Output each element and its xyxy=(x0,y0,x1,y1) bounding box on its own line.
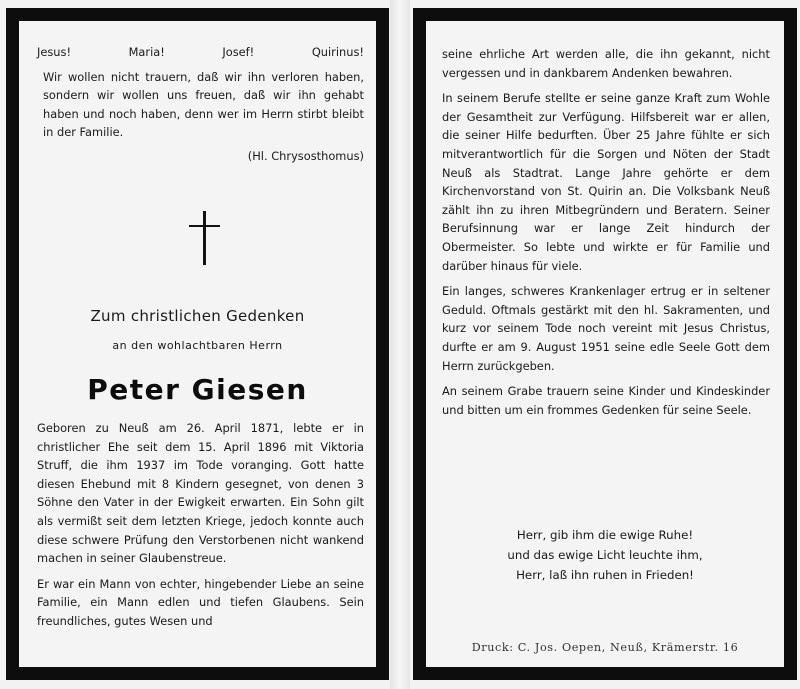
invocation-line xyxy=(37,43,364,62)
right-page xyxy=(413,8,797,680)
card-fold xyxy=(390,0,410,689)
biography xyxy=(37,419,364,638)
prayer-line-1: Herr, gib ihm die ewige Ruhe! xyxy=(516,528,694,542)
invocation-josef: Josef! xyxy=(222,45,255,59)
closing-prayer xyxy=(426,525,784,585)
right-paragraph-2: In seinem Berufe stellte er seine ganze Kraft zum Wohle der Gesamtheit zur Verfügung. Hilfsbereit war er allen, die seiner Hilfe bedurften. Über 25 Jahre fühlte er sich mitverantwortlich für die Sorgen und Nöten der Stadt Neuß als Stadtrat. Lange Jahre gehörte er dem Kirchenvorstand von St. Quirin an. Die Volksbank Neuß zählt ihn zu ihren Mitbegründern und Beratern. Seiner Berufsinnung war er lange Zeit hindurch der Obermeister. So lebte und wirkte er für Familie und darüber hinaus für viele. xyxy=(442,91,770,273)
invocation-maria: Maria! xyxy=(128,45,165,59)
invocation-quirinus: Quirinus! xyxy=(311,45,364,59)
prayer-line-2: und das ewige Licht leuchte ihm, xyxy=(507,548,703,562)
memorial-heading: Zum christlichen Gedenken xyxy=(90,307,305,325)
opening-quote: Wir wollen nicht trauern, daß wir ihn verloren haben, sondern wir wollen uns freuen, daß wir ihn gehabt haben und noch haben, denn wer im Herrn stirbt bleibt in der Familie. xyxy=(43,69,364,140)
biography-paragraph-1: Geboren zu Neuß am 26. April 1871, lebte er in christlicher Ehe seit dem 15. April 1896 mit Viktoria Struff, die ihm 1937 im Tode voranging. Gott hatte diesen Ehebund mit 8 Kindern gesegnet, von denen 3 Söhne den Vater in der Ewigkeit erwarten. Ein Sohn gilt als vermißt seit dem letzten Kriege, jedoch konnte auch diese schwere Prüfung den Verstorbenen nicht wankend machen in seiner Glaubenstreue. xyxy=(37,421,364,566)
left-page-top xyxy=(37,43,364,166)
memorial-subheading: an den wohlachtbaren Herrn xyxy=(112,339,283,352)
cross-icon xyxy=(189,211,219,265)
quote-author: (Hl. Chrysosthomus) xyxy=(247,148,364,163)
left-page xyxy=(6,8,389,680)
right-paragraph-4: An seinem Grabe trauern seine Kinder und Kindeskinder und bitten um ein frommes Gedenken für seine Seele. xyxy=(442,384,770,417)
invocation-jesus: Jesus! xyxy=(37,45,72,59)
right-paragraph-3: Ein langes, schweres Krankenlager ertrug er in seltener Geduld. Oftmals gestärkt mit den hl. Sakramenten, und kurz vor seinem Tode noch vereint mit Jesus Christus, durfte er am 9. August 1951 seine edle Seele Gott dem Herrn zurückgeben. xyxy=(442,284,770,373)
deceased-name: Peter Giesen xyxy=(87,373,308,406)
prayer-line-3: Herr, laß ihn ruhen in Frieden! xyxy=(516,568,694,582)
printer-imprint: Druck: C. Jos. Oepen, Neuß, Krämerstr. 16 xyxy=(471,641,739,654)
right-page-text xyxy=(442,45,770,426)
biography-paragraph-2: Er war ein Mann von echter, hingebender Liebe an seine Familie, ein Mann edlen und tiefen Glaubens. Sein freundliches, gutes Wesen und xyxy=(37,576,364,628)
right-paragraph-1: seine ehrliche Art werden alle, die ihn gekannt, nicht vergessen und in dankbarem Andenken bewahren. xyxy=(442,47,770,80)
